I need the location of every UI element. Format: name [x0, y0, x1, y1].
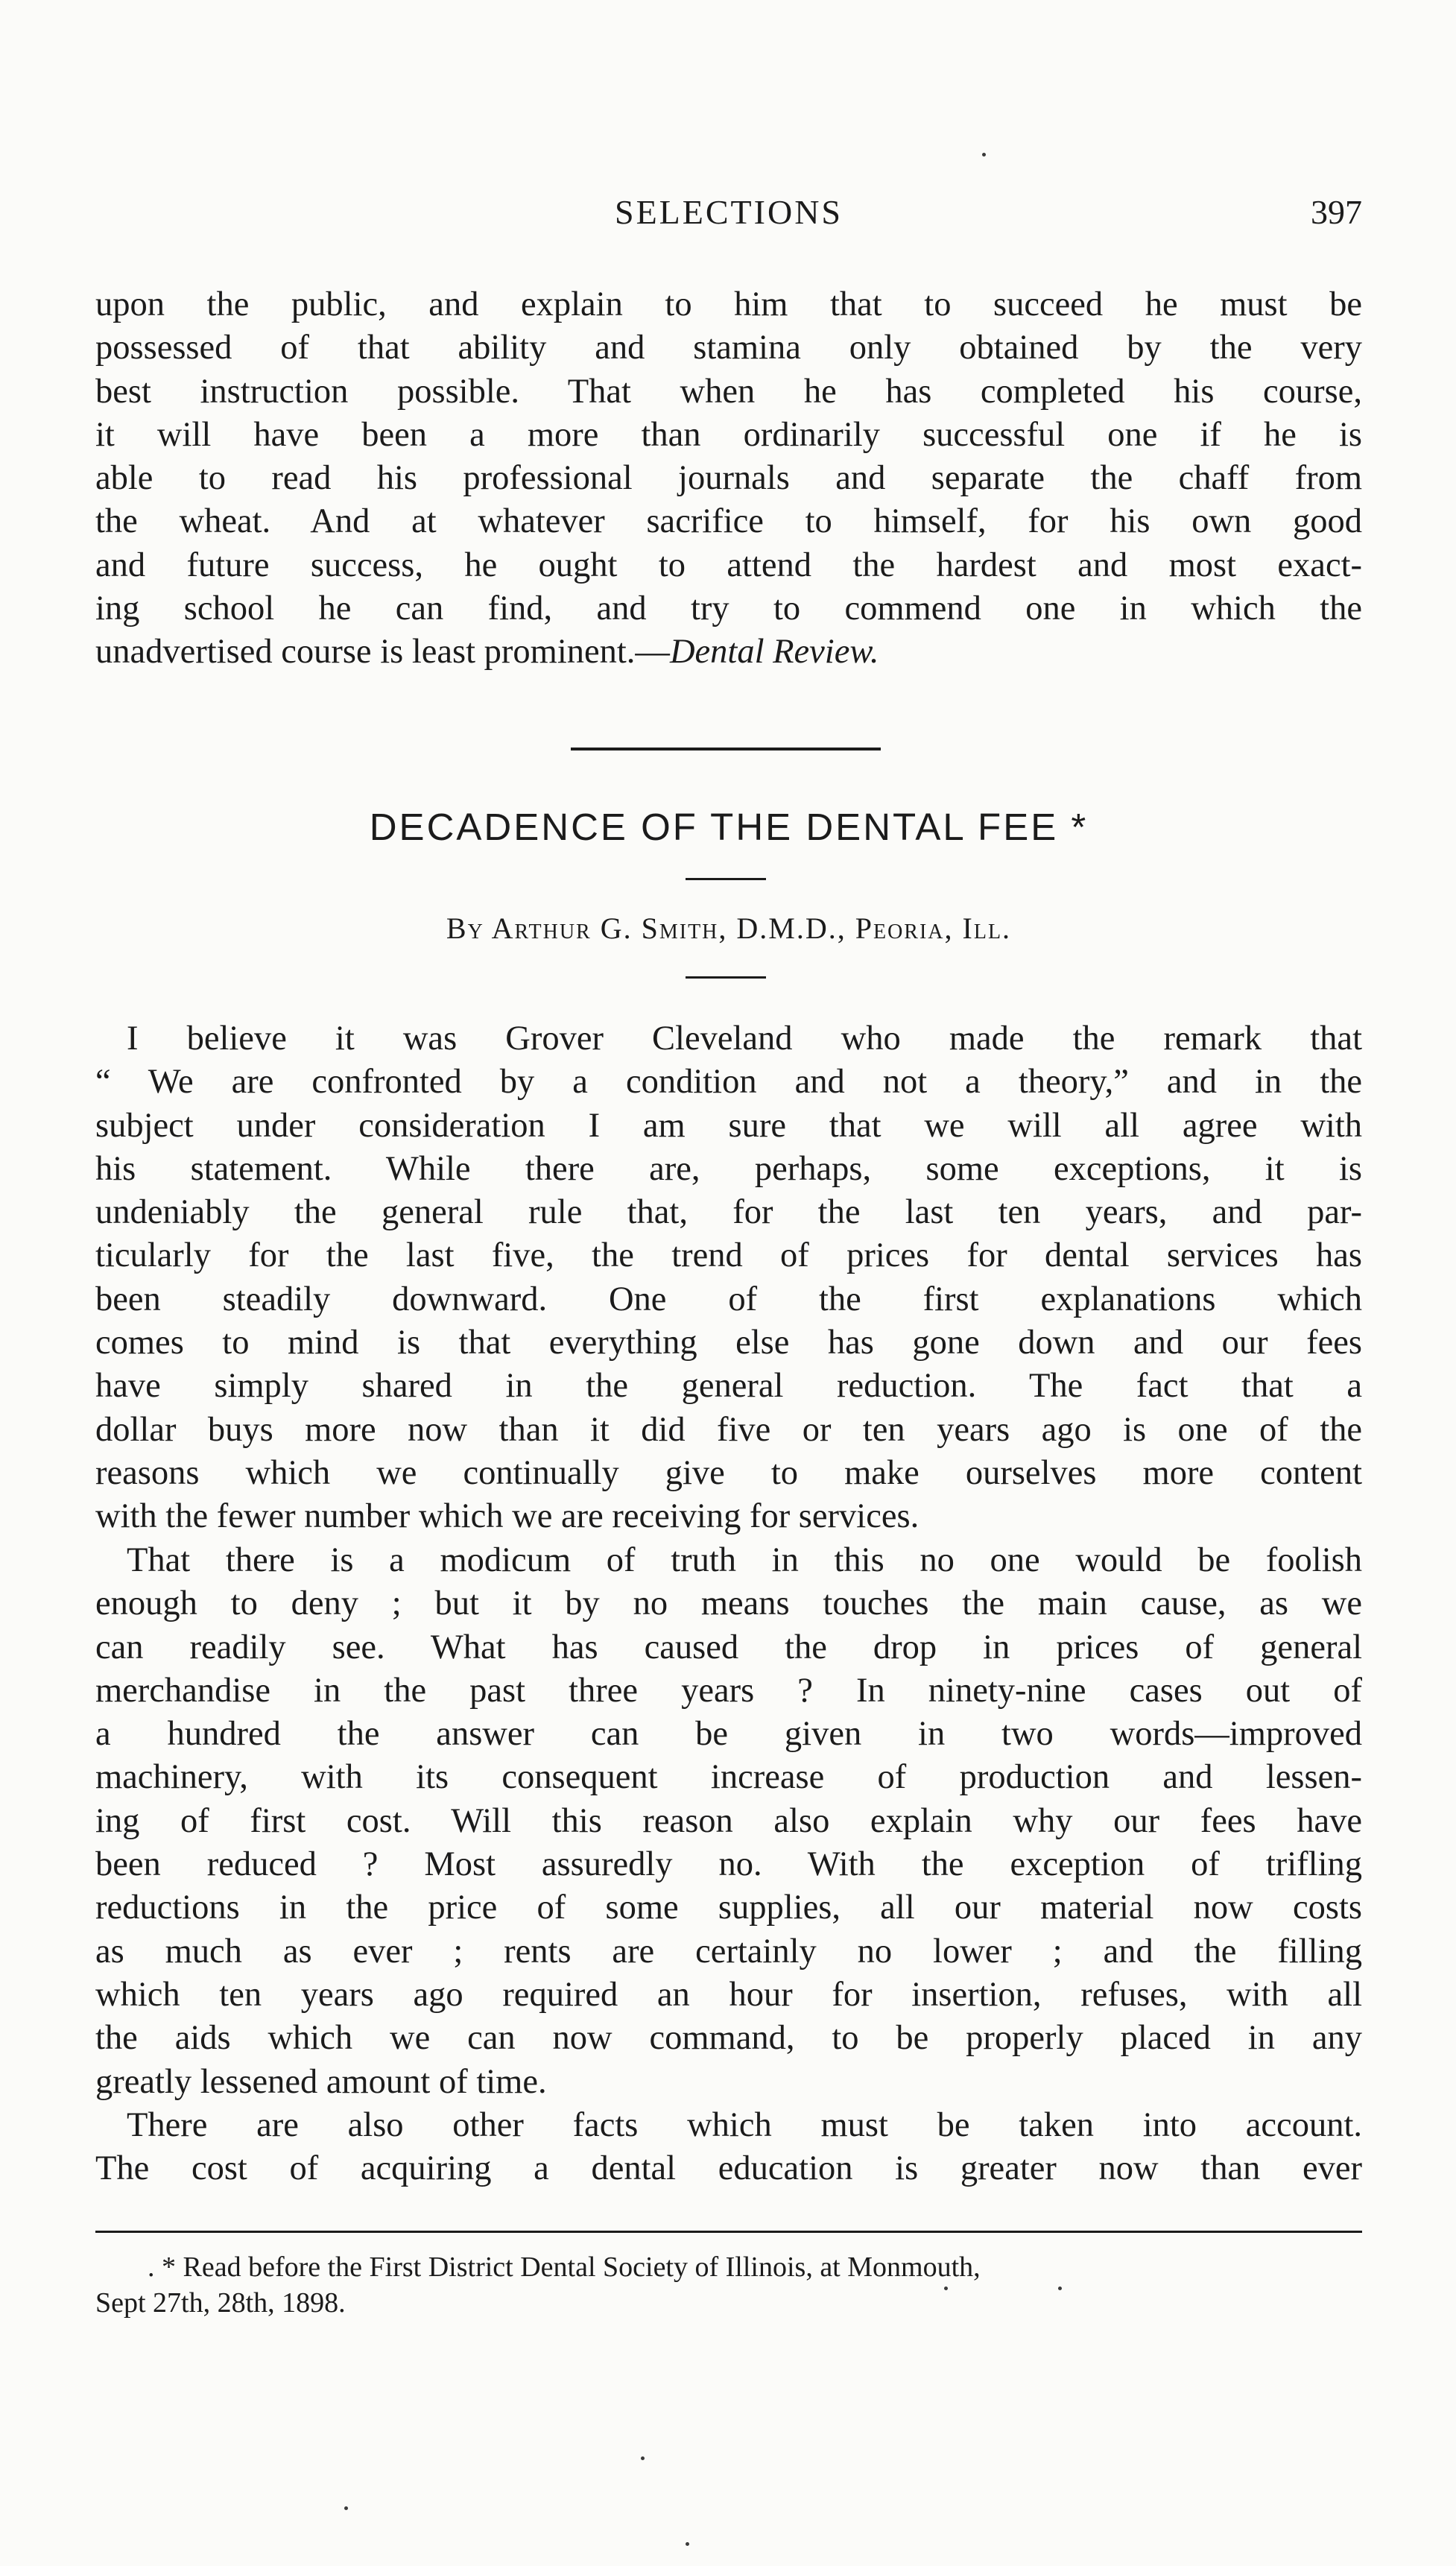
text-line: and future success, he ought to attend the hardest and most exact-	[95, 546, 1362, 584]
continued-paragraph	[95, 283, 1362, 674]
text-line: merchandise in the past three years ? In ninety-nine cases out of	[95, 1671, 1362, 1710]
footnote-rule	[95, 2231, 1362, 2233]
text-line: his statement. While there are, perhaps, some exceptions, it is	[95, 1149, 1362, 1188]
text-line: been steadily downward. One of the first explanations which	[95, 1280, 1362, 1318]
source-citation: Dental Review.	[669, 633, 879, 671]
text-line: There are also other facts which must be taken into account.	[127, 2106, 1362, 2144]
title-rule	[686, 878, 766, 880]
text-line: reductions in the price of some supplies, all our material now costs	[95, 1889, 1362, 1927]
author-byline: By Arthur G. Smith, D.M.D., Peoria, Ill.	[446, 911, 1012, 945]
text-line: That there is a modicum of truth in this no one would be foolish	[127, 1541, 1362, 1579]
text-line: best instruction possible. That when he has completed his course,	[95, 372, 1362, 411]
byline-rule	[686, 976, 766, 979]
paper-speck	[982, 153, 986, 157]
text-line: able to read his professional journals and separate the chaff from	[95, 459, 1362, 498]
text-line-content: unadvertised course is least prominent.—	[95, 633, 670, 671]
section-divider	[571, 748, 881, 750]
text-line: upon the public, and explain to him that to succeed he must be	[95, 285, 1362, 323]
text-line: The cost of acquiring a dental education is greater now than ever	[95, 2149, 1362, 2188]
text-line: greatly lessened amount of time.	[95, 2062, 547, 2101]
footnote	[95, 2249, 1362, 2321]
running-title: SELECTIONS	[615, 193, 843, 231]
text-line: with the fewer number which we are receiving for services.	[95, 1497, 920, 1536]
text-line: as much as ever ; rents are certainly no lower ; and the filling	[95, 1932, 1362, 1971]
paragraph-2	[95, 1539, 1362, 2104]
text-line: can readily see. What has caused the drop in prices of general	[95, 1628, 1362, 1666]
text-line: the aids which we can now command, to be properly placed in any	[95, 2019, 1362, 2058]
page-header	[95, 192, 1362, 237]
text-line: comes to mind is that everything else has gone down and our fees	[95, 1324, 1362, 1362]
text-line: subject under consideration I am sure that we will all agree with	[95, 1106, 1362, 1145]
paper-speck	[686, 2542, 689, 2546]
paper-speck	[641, 2456, 645, 2460]
paper-speck	[944, 2287, 948, 2290]
paragraph-3	[95, 2104, 1362, 2191]
text-line: I believe it was Grover Cleveland who made the remark that	[127, 1020, 1362, 1058]
text-line	[95, 631, 1362, 674]
text-line: the wheat. And at whatever sacrifice to himself, for his own good	[95, 502, 1362, 541]
text-line: dollar buys more now than it did five or ten years ago is one of the	[95, 1410, 1362, 1449]
text-line: have simply shared in the general reduction. The fact that a	[95, 1367, 1362, 1406]
text-line: been reduced ? Most assuredly no. With the exception of trifling	[95, 1845, 1362, 1884]
paper-speck	[344, 2506, 348, 2510]
text-line: possessed of that ability and stamina only obtained by the very	[95, 329, 1362, 367]
text-line: it will have been a more than ordinarily successful one if he is	[95, 415, 1362, 454]
text-line: ing school he can find, and try to commend one in which the	[95, 590, 1362, 628]
page-number: 397	[1311, 193, 1362, 231]
article-title: DECADENCE OF THE DENTAL FEE *	[369, 806, 1089, 848]
text-line: ing of first cost. Will this reason also explain why our fees have	[95, 1801, 1362, 1840]
text-line: enough to deny ; but it by no means touches the main cause, as we	[95, 1584, 1362, 1623]
footnote-line: Sept 27th, 28th, 1898.	[95, 2287, 346, 2319]
text-line: reasons which we continually give to make ourselves more content	[95, 1453, 1362, 1492]
text-line: machinery, with its consequent increase of production and lessen-	[95, 1758, 1362, 1797]
text-line: undeniably the general rule that, for the last ten years, and par-	[95, 1193, 1362, 1232]
footnote-line: . * Read before the First District Dental Society of Illinois, at Monmouth,	[148, 2251, 981, 2283]
text-line: ticularly for the last five, the trend of prices for dental services has	[95, 1236, 1362, 1275]
paragraph-1	[95, 1017, 1362, 1539]
text-line: a hundred the answer can be given in two words—improved	[95, 1715, 1362, 1754]
text-line: “ We are confronted by a condition and not a theory,” and in the	[95, 1063, 1362, 1102]
text-line: which ten years ago required an hour for insertion, refuses, with all	[95, 1975, 1362, 2014]
paper-speck	[1058, 2287, 1062, 2290]
